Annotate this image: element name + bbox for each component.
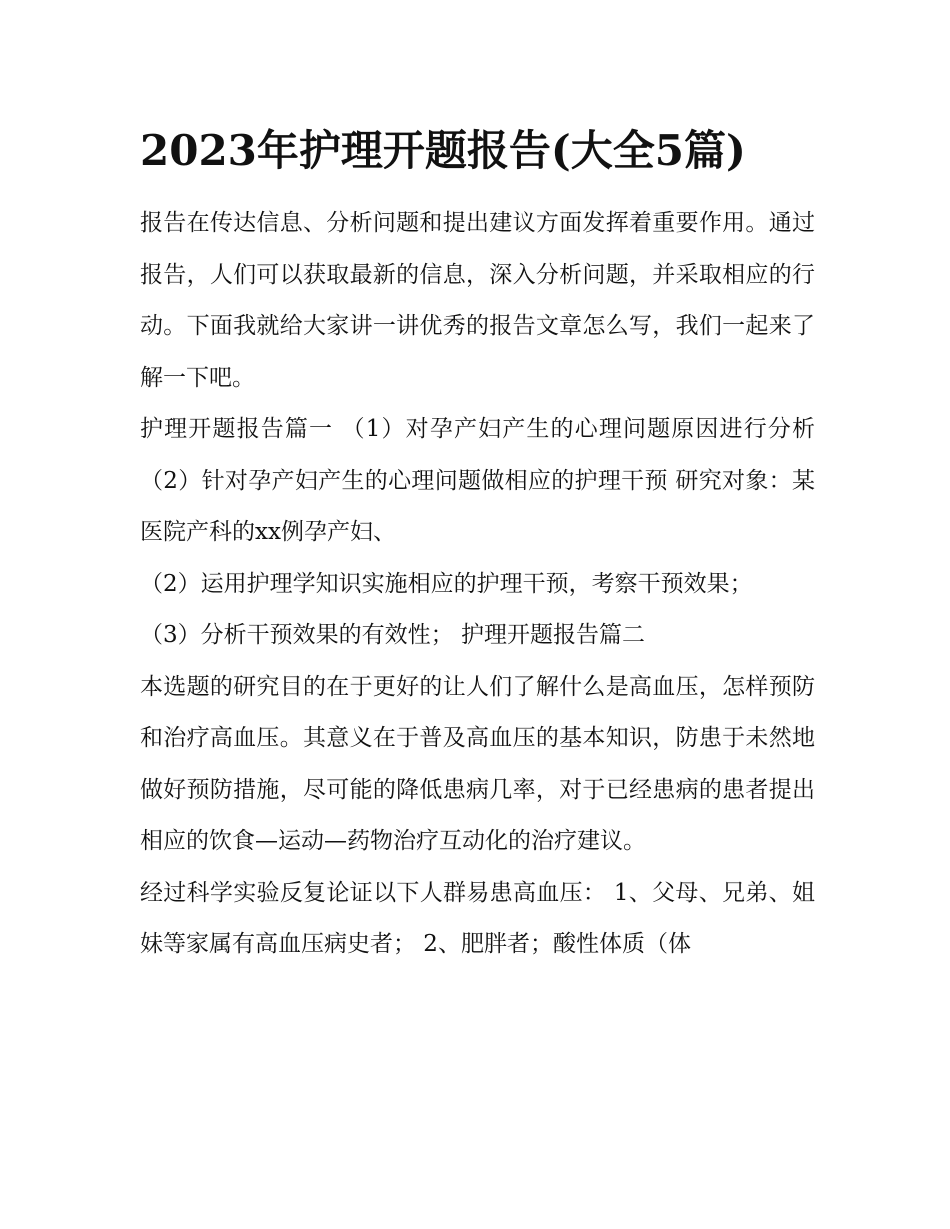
paragraph-report-two: 本选题的研究目的在于更好的让人们了解什么是高血压，怎样预防和治疗高血压。其意义在于普及高血压的基本知识，防患于未然地做好预防措施，尽可能的降低患病几率，对于已经患病的患者提出相应的饮食—运动—药物治疗互动化的治疗建议。 — [140, 673, 815, 854]
paragraph-item-3: （3）分析干预效果的有效性； 护理开题报告篇二 — [140, 622, 645, 648]
paragraph-intro: 报告在传达信息、分析问题和提出建议方面发挥着重要作用。通过报告，人们可以获取最新的信息，深入分析问题，并采取相应的行动。下面我就给大家讲一讲优秀的报告文章怎么写，我们一起来了解一下吧。 — [140, 210, 815, 391]
document-body — [140, 198, 815, 971]
document-page — [140, 118, 815, 971]
paragraph-item-2: （2）运用护理学知识实施相应的护理干预，考察干预效果； — [140, 570, 753, 597]
document-title: 2023年护理开题报告(大全5篇) — [140, 126, 746, 175]
paragraph-risk-groups: 经过科学实验反复论证以下人群易患高血压： 1、父母、兄弟、姐妹等家属有高血压病史者； 2、肥胖者；酸性体质（体 — [140, 879, 815, 957]
paragraph-report-one: 护理开题报告篇一 （1）对孕产妇产生的心理问题原因进行分析 （2）针对孕产妇产生的心理问题做相应的护理干预 研究对象：某医院产科的xx例孕产妇、 — [140, 416, 815, 545]
